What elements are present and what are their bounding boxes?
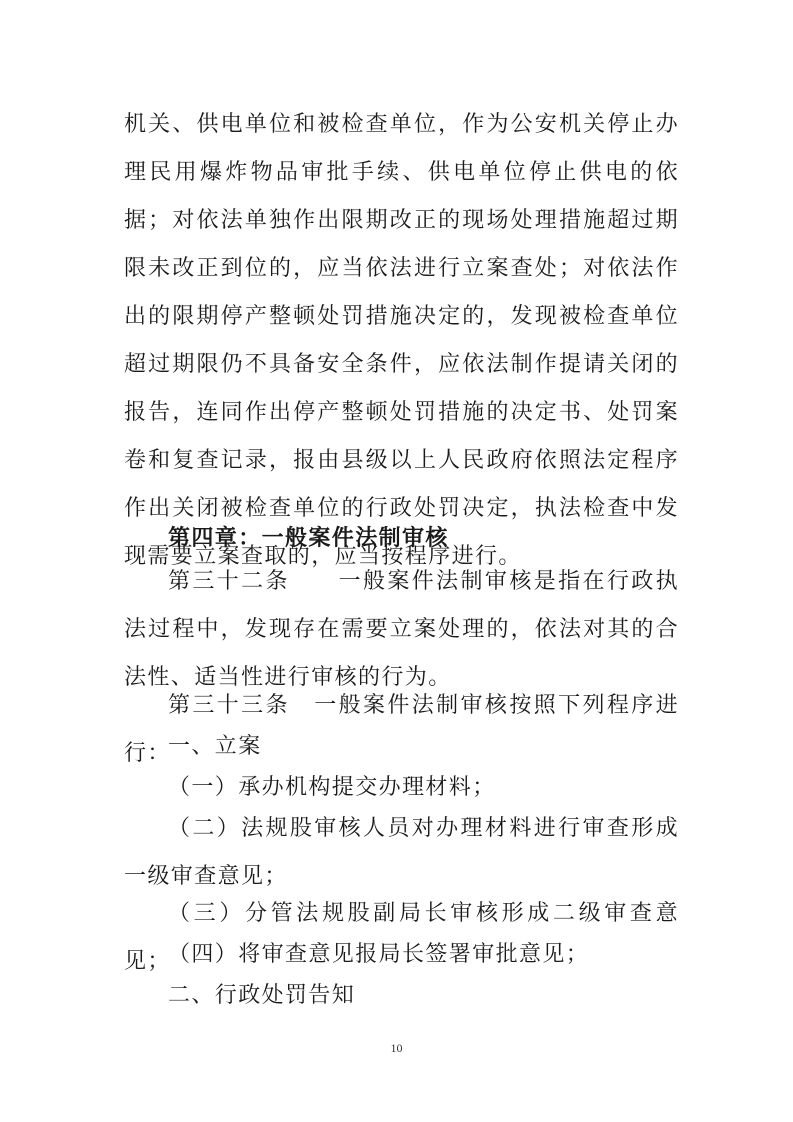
list-item-penalty-notice: 二、行政处罚告知: [168, 983, 356, 1008]
article-33: 第三十三条 一般案件法制审核按照下列程序进行：: [124, 693, 679, 766]
list-item-director-approval: （四）将审查意见报局长签署审批意见；: [168, 942, 590, 967]
list-item-second-review: （三）分管法规股副局长审核形成二级审查意见；: [124, 901, 679, 974]
chapter-heading: 第四章：一般案件法制审核: [168, 526, 449, 551]
page-number: 10: [390, 1041, 403, 1055]
list-item-filing: 一、立案: [168, 734, 262, 759]
article-32: 第三十二条 一般案件法制审核是指在行政执法过程中，发现存在需要立案处理的，依法对其的合法性、适当性进行审核的行为。: [124, 569, 679, 690]
continued-paragraph: 机关、供电单位和被检查单位，作为公安机关停止办理民用爆炸物品审批手续、供电单位停止供电的依据；对依法单独作出限期改正的现场处理措施超过期限未改正到位的，应当依法进行立案查处；对依法作出的限期停产整顿处罚措施决定的，发现被检查单位超过期限仍不具备安全条件，应依法制作提请关闭的报告，连同作出停产整顿处罚措施的决定书、处罚案卷和复查记录，报由县级以上人民政府依照法定程序作出关闭被检查单位的行政处罚决定，执法检查中发现需要立案查取的，应当按程序进行。: [124, 112, 679, 569]
list-item-submit-materials: （一）承办机构提交办理材料；: [168, 775, 496, 800]
list-item-first-review: （二）法规股审核人员对办理材料进行审查形成一级审查意见；: [124, 816, 679, 889]
